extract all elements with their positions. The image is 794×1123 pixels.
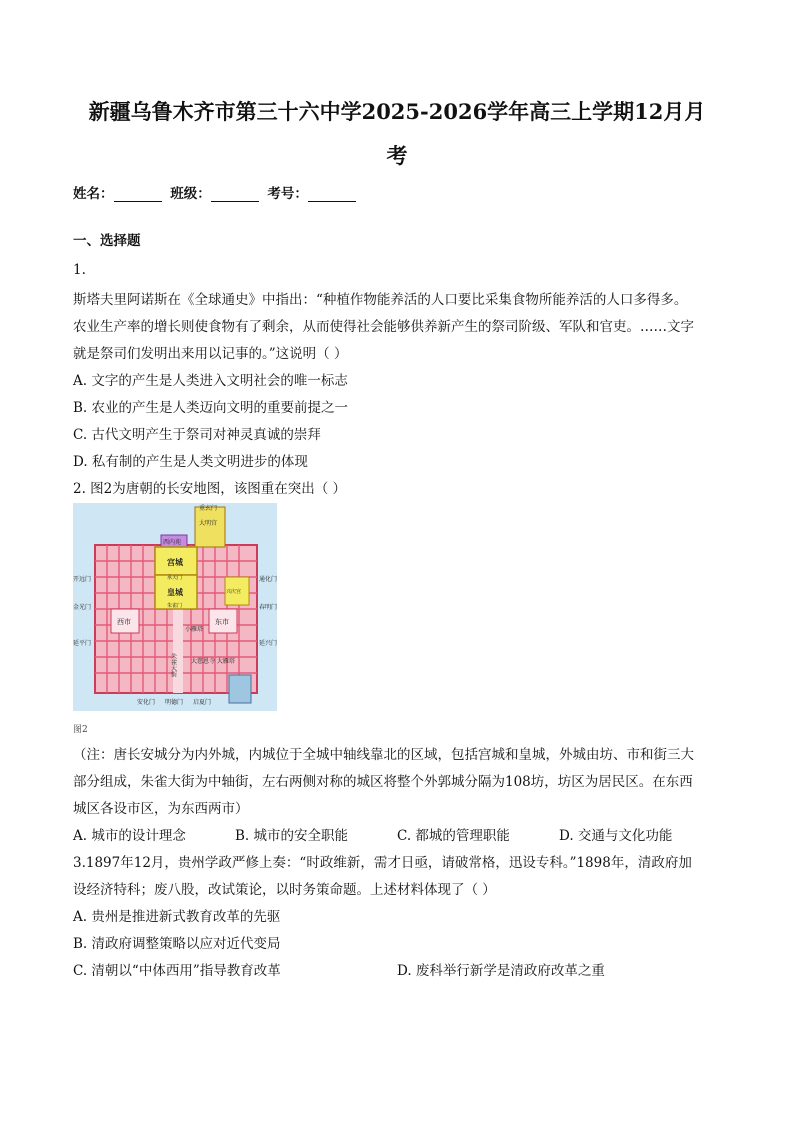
map-label-east-market: 东市 [215, 618, 229, 626]
map-label-top-gate: 重玄门 [199, 505, 218, 512]
class-blank[interactable] [211, 187, 259, 202]
map-label-gate-tonghua: 通化门 [259, 576, 277, 583]
q1-option-a[interactable]: A. 文字的产生是人类进入文明社会的唯一标志 [73, 373, 348, 389]
q1-option-b[interactable]: B. 农业的产生是人类迈向文明的重要前提之一 [73, 400, 349, 416]
map-label-gate-jinguang: 金光门 [73, 604, 92, 611]
id-label: 考号： [267, 186, 308, 202]
q1-option-c[interactable]: C. 古代文明产生于祭司对神灵真诚的崇拜 [73, 427, 321, 443]
map-label-imperial: 皇城 [167, 588, 183, 597]
q2-stem: 2. 图2为唐朝的长安地图，该图重在突出（ ） [73, 481, 347, 497]
q1-number: 1. [73, 262, 86, 278]
q3-option-d[interactable]: D. 废科举行新学是清政府改革之重 [397, 963, 605, 979]
q2-note-line: 城区各设市区，为东西两市） [73, 801, 249, 817]
figure-caption: 图2 [73, 725, 88, 735]
q2-option-d[interactable]: D. 交通与文化功能 [559, 828, 673, 844]
map-label-gate-mingde: 明德门 [165, 699, 184, 706]
exam-title-line1: 新疆乌鲁木齐市第三十六中学2025-2026学年高三上学期12月月 [88, 99, 706, 124]
map-label-daming: 大明宫 [199, 520, 218, 527]
q3-options-row [73, 959, 605, 979]
map-label-gate-chunming: 春明门 [259, 604, 277, 611]
map-label-west-market: 西市 [117, 618, 131, 626]
q1-stem-line: 农业生产率的增长则使食物有了剩余，从而使得社会能够供养新产生的祭司阶级、军队和官吏。……文字 [73, 319, 694, 335]
q2-options-row [73, 824, 672, 844]
q2-option-a[interactable]: A. 城市的设计理念 [73, 828, 186, 844]
map-label-temple: 大慈恩寺 大雁塔 [191, 658, 235, 665]
map-label-gate-qixia: 启夏门 [193, 699, 212, 706]
q1-stem-line: 斯塔夫里阿诺斯在《全球通史》中指出：“种植作物能养活的人口要比采集食物所能养活的人口多得多。 [73, 292, 688, 308]
map-label-small-pagoda: 小雁塔 [185, 626, 204, 633]
map-label-gate-kaiyuan: 开远门 [73, 576, 92, 583]
q3-option-b[interactable]: B. 清政府调整策略以应对近代变局 [73, 936, 281, 952]
q2-option-b[interactable]: B. 城市的安全职能 [235, 828, 349, 844]
map-label-gate-yanxing: 延兴门 [259, 640, 277, 647]
map-label-west-palace: 西内苑 [163, 539, 182, 546]
name-blank[interactable] [114, 187, 162, 202]
qujiang-pond [229, 675, 251, 703]
q2-option-c[interactable]: C. 都城的管理职能 [397, 828, 510, 844]
changan-map-figure [73, 503, 277, 711]
q2-note-line: （注：唐长安城分为内外城，内城位于全城中轴线靠北的区域，包括宫城和皇城，外城由坊、市和街三大 [73, 747, 694, 763]
q3-option-c[interactable]: C. 清朝以“中体西用”指导教育改革 [73, 963, 281, 979]
exam-title-line2: 考 [386, 143, 408, 168]
map-label-xingqing: 兴庆宫 [226, 589, 242, 595]
name-label: 姓名： [73, 186, 114, 202]
q3-stem-line: 设经济特科；废八股，改试策论，以时务策命题。上述材料体现了（ ） [73, 882, 496, 898]
daming-palace [195, 507, 225, 547]
q1-stem-line: 就是祭司们发明出来用以记事的。”这说明（ ） [73, 346, 348, 362]
q3-option-a[interactable]: A. 贵州是推进新式教育改革的先驱 [73, 909, 281, 925]
map-label-palace: 宫城 [167, 558, 183, 567]
map-label-gate-yanping: 延平门 [73, 640, 92, 647]
class-label: 班级： [170, 186, 211, 202]
section-heading: 一、选择题 [73, 233, 141, 249]
map-label-gate-zhuque: 朱雀门 [167, 603, 183, 609]
id-blank[interactable] [308, 187, 356, 202]
map-label-gate-anhua: 安化门 [137, 699, 156, 706]
map-label-street: 朱雀大街 [169, 653, 177, 677]
map-label-gate-chengtian: 承天门 [167, 575, 183, 581]
q3-stem-line: 3.1897年12月，贵州学政严修上奏：“时政维新，需才日亟，请破常格，迅设专科。”1898年，清政府加 [73, 855, 692, 871]
student-info-row [73, 182, 360, 202]
q1-option-d[interactable]: D. 私有制的产生是人类文明进步的体现 [73, 454, 308, 470]
q2-note-line: 部分组成，朱雀大街为中轴街，左右两侧对称的城区将整个外郭城分隔为108坊，坊区为居民区。在东西 [73, 774, 693, 790]
